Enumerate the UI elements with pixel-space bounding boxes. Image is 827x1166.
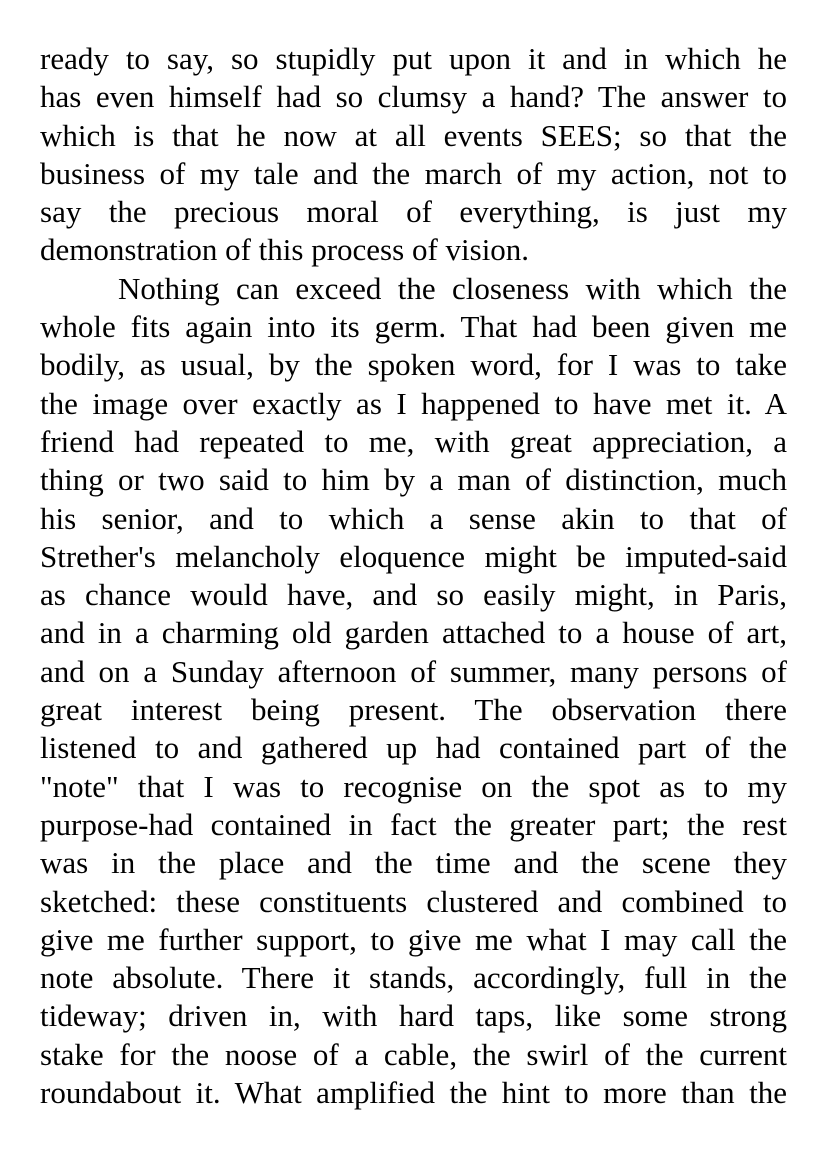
- text-line: tideway; driven in, with hard taps, like some strong: [40, 998, 787, 1034]
- text-line: Nothing can exceed the closeness with which the: [118, 270, 787, 306]
- text-line: Strether's melancholy eloquence might be imputed-said: [40, 538, 787, 574]
- text-line: friend had repeated to me, with great appreciation, a: [40, 423, 787, 459]
- text-line: say the precious moral of everything, is just my: [40, 194, 787, 230]
- paragraph-2: [40, 270, 787, 1113]
- text-line: bodily, as usual, by the spoken word, for I was to take: [40, 347, 787, 383]
- text-line: ready to say, so stupidly put upon it and in which he: [40, 41, 787, 76]
- text-line: his senior, and to which a sense akin to that of: [40, 500, 787, 536]
- text-line: as chance would have, and so easily might, in Paris,: [40, 577, 787, 613]
- text-line: sketched: these constituents clustered and combined to: [40, 883, 787, 919]
- text-line: business of my tale and the march of my action, not to: [40, 155, 787, 191]
- text-line: which is that he now at all events SEES; so that the: [40, 117, 787, 153]
- text-line: listened to and gathered up had contained part of the: [40, 730, 787, 766]
- text-line: stake for the noose of a cable, the swirl of the current: [40, 1036, 787, 1072]
- text-line: thing or two said to him by a man of distinction, much: [40, 462, 787, 498]
- text-line: note absolute. There it stands, accordingly, full in the: [40, 960, 787, 996]
- text-line: has even himself had so clumsy a hand? The answer to: [40, 79, 787, 115]
- text-line: the image over exactly as I happened to have met it. A: [40, 385, 787, 421]
- text-line: and on a Sunday afternoon of summer, many persons of: [40, 653, 787, 689]
- text-line: was in the place and the time and the scene they: [40, 845, 787, 881]
- text-line: and in a charming old garden attached to a house of art,: [40, 615, 787, 651]
- text-line: great interest being present. The observation there: [40, 692, 787, 728]
- text-line: demonstration of this process of vision.: [40, 232, 530, 268]
- document-page: [40, 40, 787, 1112]
- text-line: give me further support, to give me what I may call the: [40, 921, 787, 957]
- text-line: purpose-had contained in fact the greater part; the rest: [40, 806, 787, 842]
- paragraph-1: [40, 40, 787, 270]
- text-line: roundabout it. What amplified the hint to more than the: [40, 1075, 787, 1111]
- text-line: "note" that I was to recognise on the spot as to my: [40, 768, 787, 804]
- text-line: whole fits again into its germ. That had been given me: [40, 309, 787, 345]
